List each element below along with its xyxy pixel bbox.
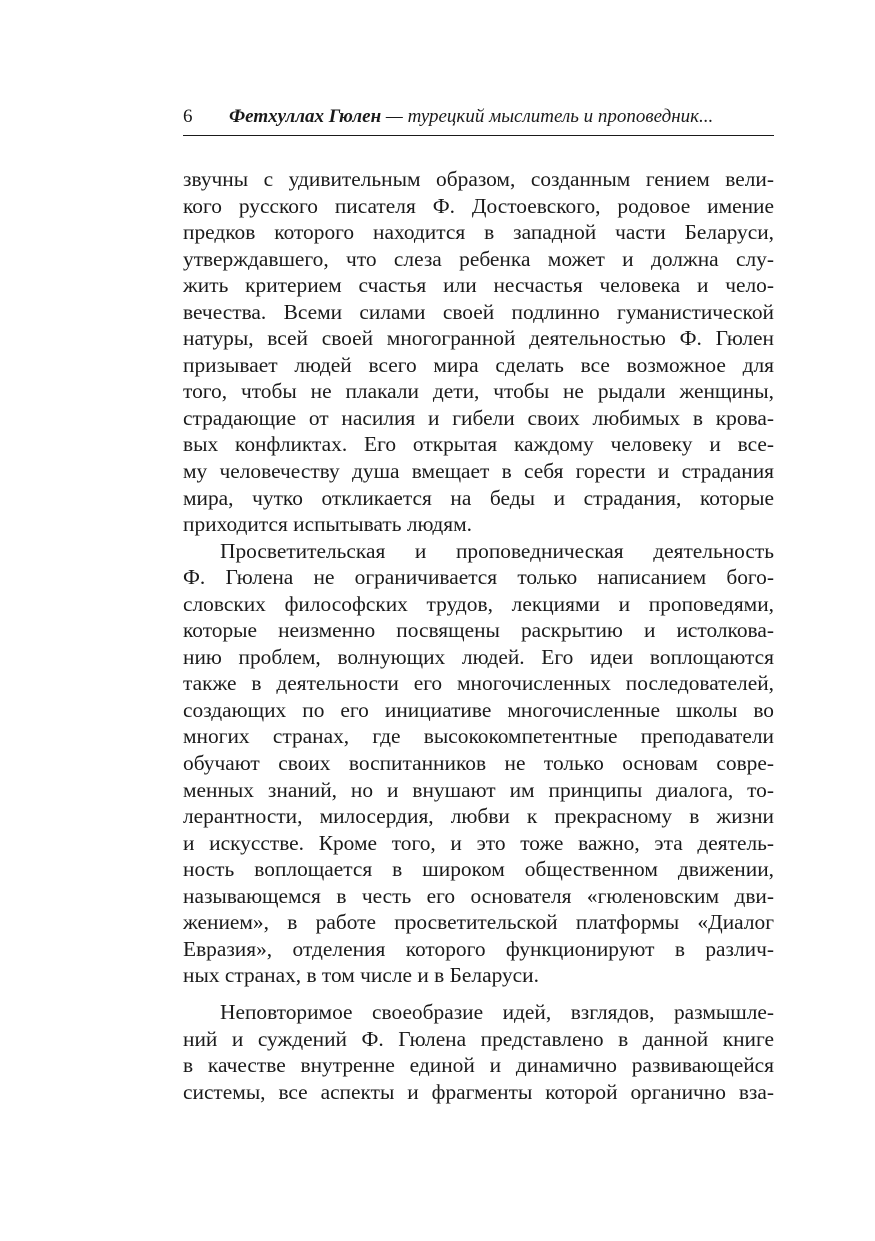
text-line: ность воплощается в широком общественном движении, (183, 857, 774, 882)
text-line: вечества. Всеми силами своей подлинно гуманистической (183, 299, 774, 324)
text-line: менных знаний, но и внушают им принципы диалога, то- (183, 777, 774, 802)
text-line: также в деятельности его многочисленных последователей, (183, 671, 774, 696)
text-line: жением», в работе просветительской платформы «Диалог (183, 910, 774, 935)
text-line: создающих по его инициативе многочисленные школы во (183, 697, 774, 722)
text-line: системы, все аспекты и фрагменты которой органично вза- (183, 1079, 774, 1104)
text-line: того, чтобы не плакали дети, чтобы не рыдали женщины, (183, 379, 774, 404)
text-line: Неповторимое своеобразие идей, взглядов, размышле- (220, 999, 774, 1024)
text-line: кого русского писателя Ф. Достоевского, родовое имение (183, 193, 774, 218)
text-line: Евразия», отделения которого функционируют в различ- (183, 936, 774, 961)
text-line: Просветительская и проповедническая деятельность (220, 538, 774, 563)
body-text (183, 166, 774, 1105)
text-line: словских философских трудов, лекциями и проповедями, (183, 591, 774, 616)
text-line: звучны с удивительным образом, созданным гением вели- (183, 167, 774, 191)
text-line: утверждавшего, что слеза ребенка может и должна слу- (183, 246, 774, 271)
text-line: лерантности, милосердия, любви к прекрасному в жизни (183, 804, 774, 829)
running-title-author: Фетхуллах Гюлен (229, 106, 382, 127)
text-line: Ф. Гюлена не ограничивается только написанием бого- (183, 565, 774, 590)
text-line: которые неизменно посвящены раскрытию и истолкова- (183, 618, 774, 643)
text-line: му человечеству душа вмещает в себя горести и страдания (183, 459, 774, 484)
running-head (183, 104, 774, 134)
text-line: обучают своих воспитанников не только основам совре- (183, 751, 774, 776)
text-line: мира, чутко откликается на беды и страдания, которые (183, 485, 774, 510)
text-line: страдающие от насилия и гибели своих любимых в крова- (183, 405, 774, 430)
text-line: называющемся в честь его основателя «гюленовским дви- (183, 883, 774, 908)
text-line: ний и суждений Ф. Гюлена представлено в данной книге (183, 1026, 774, 1051)
text-line: и искусстве. Кроме того, и это тоже важно, эта деятель- (183, 830, 774, 855)
text-line: нию проблем, волнующих людей. Его идеи воплощаются (183, 644, 774, 669)
header-rule (183, 135, 774, 136)
text-line: многих странах, где высококомпетентные преподаватели (183, 724, 774, 749)
text-line: призывает людей всего мира сделать все возможное для (183, 352, 774, 377)
paragraph-1 (183, 166, 774, 538)
text-line: натуры, всей своей многогранной деятельностью Ф. Гюлен (183, 326, 774, 351)
text-line: приходится испытывать людям. (183, 512, 473, 537)
text-line: в качестве внутренне единой и динамично развивающейся (183, 1053, 774, 1078)
paragraph-2 (183, 538, 774, 989)
running-title-subtitle: — турецкий мыслитель и проповедник... (381, 106, 714, 127)
text-line: ных странах, в том числе и в Беларуси. (183, 963, 539, 988)
page-number: 6 (183, 106, 193, 127)
text-line: предков которого находится в западной части Беларуси, (183, 220, 774, 245)
paragraph-3 (183, 999, 774, 1105)
running-title (229, 104, 713, 130)
text-line: вых конфликтах. Его открытая каждому человеку и все- (183, 432, 774, 457)
text-line: жить критерием счастья или несчастья человека и чело- (183, 273, 774, 298)
